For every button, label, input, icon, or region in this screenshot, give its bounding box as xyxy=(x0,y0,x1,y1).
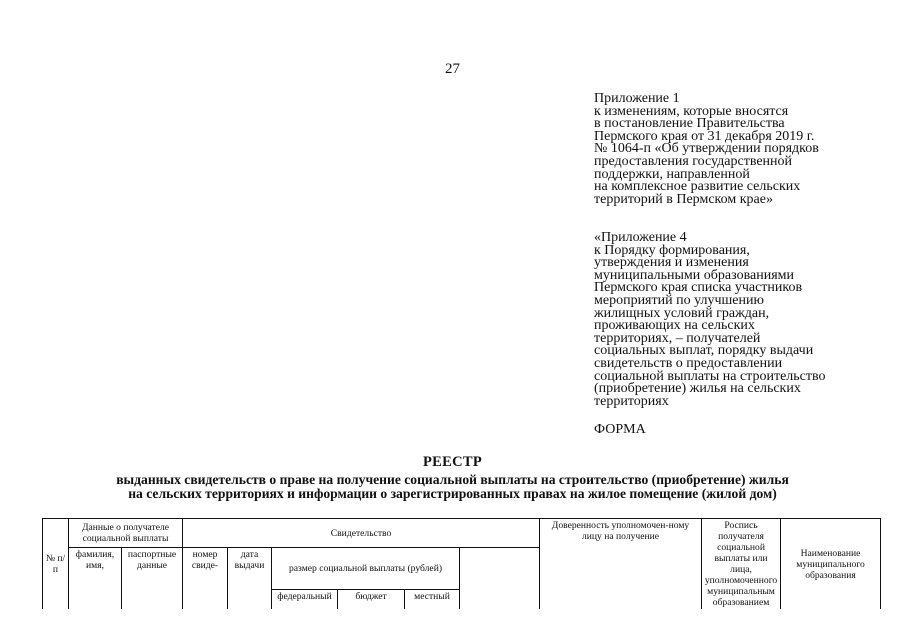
appendix-4-line: Пермского края списка участников xyxy=(594,280,803,296)
appendix-1-line: в постановление Правительства xyxy=(594,116,785,132)
appendix-1-line: поддержки, направленной xyxy=(594,166,750,182)
power-of-attorney-header: Доверенность уполномочен-ному лицу на получение xyxy=(540,519,702,610)
appendix-4-line: проживающих на сельских xyxy=(594,318,755,334)
appendix-4-line: территориях xyxy=(594,393,669,409)
recipient-passport-header: паспортные данные xyxy=(122,548,183,610)
registry-table xyxy=(42,518,881,609)
appendix-1-line: на комплексное развитие сельских xyxy=(594,179,801,195)
appendix-1-line: Приложение 1 xyxy=(594,91,680,106)
appendix-1-line: предоставления государственной xyxy=(594,153,793,169)
appendix-4-line: мероприятий по улучшению xyxy=(594,292,764,308)
page-number: 27 xyxy=(445,61,460,77)
appendix-4-line: свидетельств о предоставлении xyxy=(594,355,783,371)
appendix-4-line: социальной выплаты на строительство xyxy=(594,368,826,384)
payment-budget-header: бюджет xyxy=(338,589,405,609)
appendix-4-line: к Порядку формирования, xyxy=(594,242,750,258)
appendix-4-line: муниципальными образованиями xyxy=(594,267,794,283)
certificate-date-header: дата выдачи xyxy=(228,548,272,610)
payment-local-header: местный xyxy=(405,589,460,609)
appendix-1-line: № 1064-п «Об утверждении порядков xyxy=(594,141,819,157)
subtitle-line-1: выданных свидетельств о праве на получение социальной выплаты на строительство (приобретение) жилья xyxy=(116,472,789,487)
appendix-4-line: территориях, – получателей xyxy=(594,330,761,346)
appendix-4-line: утверждения и изменения xyxy=(594,255,749,271)
document-title: РЕЕСТР xyxy=(423,454,482,470)
payment-federal-header: федеральный xyxy=(272,589,338,609)
appendix-4-header xyxy=(594,232,884,408)
payment-amount-header: размер социальной выплаты (рублей) xyxy=(272,548,460,590)
signature-header: Роспись получателя социальной выплаты или лица, уполномоченного муниципальным образованием xyxy=(702,519,781,610)
appendix-1-header xyxy=(594,93,884,206)
appendix-1-line: Пермского края от 31 декабря 2019 г. xyxy=(594,128,815,144)
municipality-header: Наименование муниципального образования xyxy=(781,519,881,610)
appendix-1-line: территорий в Пермском крае» xyxy=(594,191,773,207)
recipient-name-header: фамилия, имя, xyxy=(69,548,122,610)
recipient-group-header: Данные о получателе социальной выплаты xyxy=(69,519,183,548)
form-label: ФОРМА xyxy=(594,422,646,437)
certificate-number-header: номер свиде- xyxy=(183,548,228,610)
document-subtitle xyxy=(0,473,905,501)
col-number-header: № п/п xyxy=(43,519,69,610)
appendix-4-line: (приобретение) жилья на сельских xyxy=(594,381,801,397)
subtitle-line-2: на сельских территориях и информации о зарегистрированных правах на жилое помещение (жилой дом) xyxy=(128,486,777,501)
appendix-4-line: социальных выплат, порядку выдачи xyxy=(594,343,814,359)
appendix-4-line: «Приложение 4 xyxy=(594,230,687,245)
appendix-1-line: к изменениям, которые вносятся xyxy=(594,103,789,119)
certificate-group-header: Свидетельство xyxy=(183,519,540,548)
appendix-4-line: жилищных условий граждан, xyxy=(594,305,770,321)
